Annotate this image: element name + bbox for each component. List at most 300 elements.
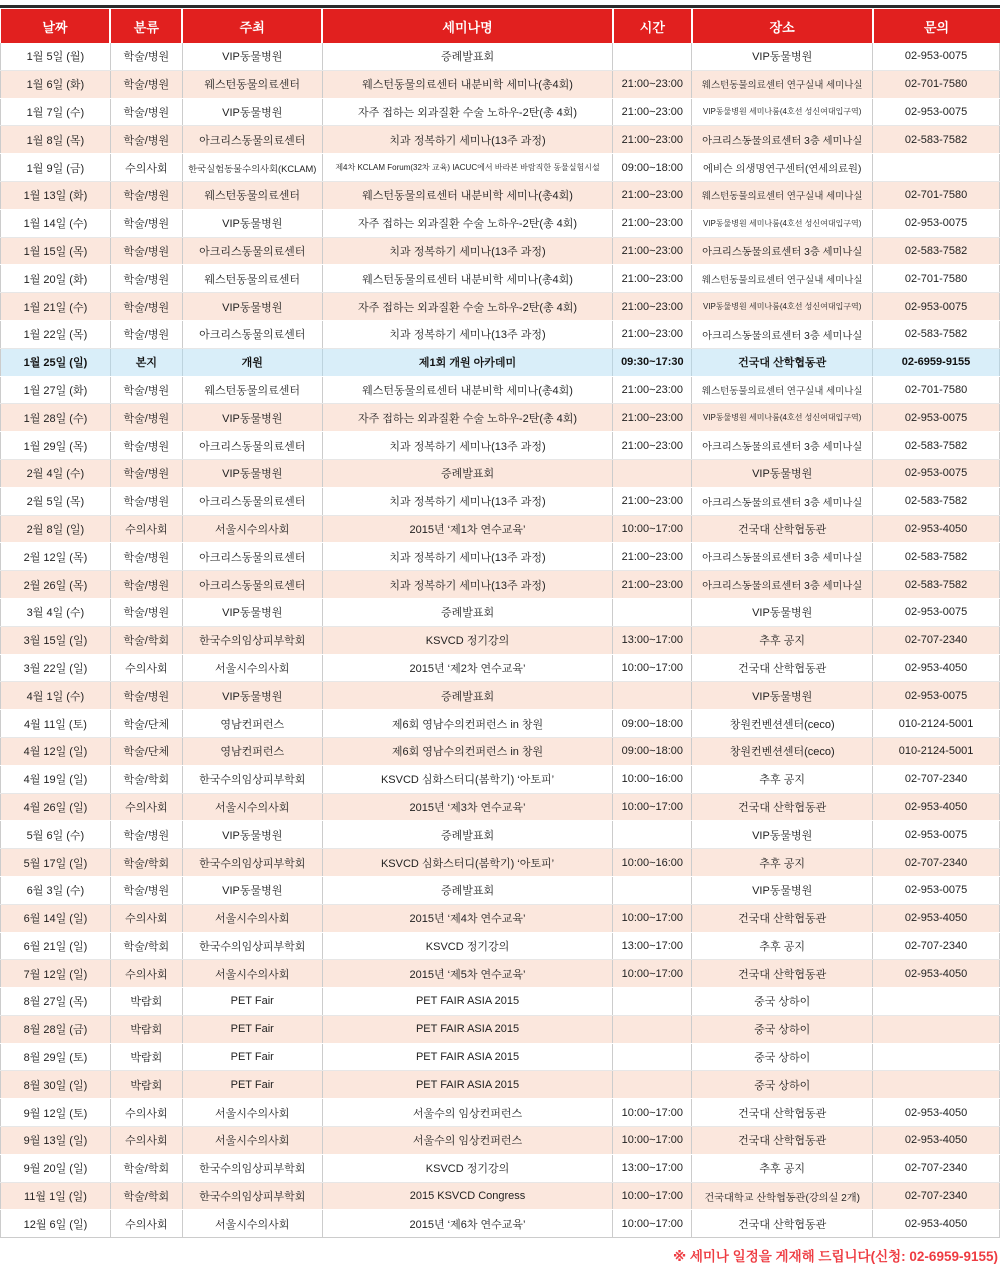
- cell-date: 12월 6일 (일): [1, 1210, 111, 1238]
- col-header-place: 장소: [692, 9, 873, 43]
- cell-host: 영남컨퍼런스: [182, 710, 322, 738]
- cell-place: 추후 공지: [692, 849, 873, 877]
- cell-seminar: 웨스턴동물의료센터 내분비학 세미나(총4회): [322, 376, 613, 404]
- table-row: [1, 1071, 1000, 1099]
- cell-time: 21:00~23:00: [613, 571, 692, 599]
- table-row: [1, 487, 1000, 515]
- cell-host: PET Fair: [182, 1015, 322, 1043]
- cell-seminar: 치과 정복하기 세미나(13주 과정): [322, 237, 613, 265]
- cell-category: 학술/병원: [110, 265, 182, 293]
- table-row: [1, 988, 1000, 1016]
- cell-category: 수의사회: [110, 1127, 182, 1155]
- cell-seminar: PET FAIR ASIA 2015: [322, 1015, 613, 1043]
- cell-category: 학술/학회: [110, 932, 182, 960]
- cell-place: 건국대 산학협동관: [692, 960, 873, 988]
- cell-host: 아크리스동물의료센터: [182, 320, 322, 348]
- cell-host: VIP동물병원: [182, 821, 322, 849]
- cell-place: 추후 공지: [692, 1154, 873, 1182]
- cell-time: 21:00~23:00: [613, 237, 692, 265]
- cell-seminar: 제4차 KCLAM Forum(32차 교육) IACUC에서 바라본 바람직한 동물실험시설: [322, 154, 613, 182]
- cell-place: 아크리스동물의료센터 3층 세미나실: [692, 237, 873, 265]
- table-row: [1, 710, 1000, 738]
- cell-place: 중국 상하이: [692, 988, 873, 1016]
- cell-category: 학술/병원: [110, 487, 182, 515]
- cell-seminar: KSVCD 정기강의: [322, 1154, 613, 1182]
- cell-contact: [873, 1015, 1000, 1043]
- cell-place: 추후 공지: [692, 765, 873, 793]
- cell-host: 웨스턴동물의료센터: [182, 181, 322, 209]
- cell-time: 10:00~17:00: [613, 1182, 692, 1210]
- cell-time: 21:00~23:00: [613, 432, 692, 460]
- cell-seminar: 자주 접하는 외과질환 수술 노하우-2탄(총 4회): [322, 209, 613, 237]
- table-row: [1, 626, 1000, 654]
- cell-host: VIP동물병원: [182, 876, 322, 904]
- cell-contact: 02-6959-9155: [873, 348, 1000, 376]
- cell-date: 7월 12일 (일): [1, 960, 111, 988]
- cell-host: 한국수의임상피부학회: [182, 932, 322, 960]
- cell-host: VIP동물병원: [182, 682, 322, 710]
- cell-date: 9월 12일 (토): [1, 1099, 111, 1127]
- cell-date: 1월 29일 (목): [1, 432, 111, 460]
- cell-category: 수의사회: [110, 1099, 182, 1127]
- cell-seminar: 2015년 ‘제4차 연수교육’: [322, 904, 613, 932]
- cell-host: 아크리스동물의료센터: [182, 487, 322, 515]
- cell-date: 1월 21일 (수): [1, 293, 111, 321]
- col-header-seminar: 세미나명: [322, 9, 613, 43]
- cell-place: VIP동물병원: [692, 459, 873, 487]
- cell-seminar: 웨스턴동물의료센터 내분비학 세미나(총4회): [322, 70, 613, 98]
- cell-place: VIP동물병원: [692, 598, 873, 626]
- footer-note: ※ 세미나 일정을 게재해 드립니다(신청: 02-6959-9155): [672, 1249, 998, 1265]
- table-row: [1, 459, 1000, 487]
- cell-date: 6월 3일 (수): [1, 876, 111, 904]
- cell-date: 1월 28일 (수): [1, 404, 111, 432]
- cell-time: 10:00~17:00: [613, 1210, 692, 1238]
- cell-seminar: 2015 KSVCD Congress: [322, 1182, 613, 1210]
- table-row-highlighted: [1, 348, 1000, 376]
- cell-category: 수의사회: [110, 960, 182, 988]
- cell-category: 수의사회: [110, 1210, 182, 1238]
- cell-place: VIP동물병원: [692, 43, 873, 70]
- cell-date: 5월 17일 (일): [1, 849, 111, 877]
- cell-host: VIP동물병원: [182, 459, 322, 487]
- cell-time: 10:00~17:00: [613, 793, 692, 821]
- cell-contact: 02-701-7580: [873, 70, 1000, 98]
- cell-date: 4월 26일 (일): [1, 793, 111, 821]
- col-header-category: 분류: [110, 9, 182, 43]
- table-row: [1, 154, 1000, 182]
- table-row: [1, 432, 1000, 460]
- top-divider-rule: [0, 5, 1000, 8]
- cell-place: 중국 상하이: [692, 1015, 873, 1043]
- cell-contact: [873, 988, 1000, 1016]
- cell-contact: 02-953-4050: [873, 1099, 1000, 1127]
- cell-seminar: PET FAIR ASIA 2015: [322, 988, 613, 1016]
- cell-seminar: 자주 접하는 외과질환 수술 노하우-2탄(총 4회): [322, 98, 613, 126]
- cell-seminar: 증례발표회: [322, 598, 613, 626]
- cell-host: 서울시수의사회: [182, 515, 322, 543]
- cell-category: 학술/병원: [110, 70, 182, 98]
- cell-place: 아크리스동물의료센터 3층 세미나실: [692, 320, 873, 348]
- cell-contact: 02-953-0075: [873, 43, 1000, 70]
- cell-contact: 02-953-0075: [873, 876, 1000, 904]
- cell-host: 서울시수의사회: [182, 1210, 322, 1238]
- cell-contact: 02-953-0075: [873, 209, 1000, 237]
- table-row: [1, 1099, 1000, 1127]
- cell-seminar: 2015년 ‘제1차 연수교육’: [322, 515, 613, 543]
- cell-seminar: 치과 정복하기 세미나(13주 과정): [322, 487, 613, 515]
- cell-seminar: 치과 정복하기 세미나(13주 과정): [322, 126, 613, 154]
- cell-contact: 02-707-2340: [873, 932, 1000, 960]
- cell-host: PET Fair: [182, 1071, 322, 1099]
- table-row: [1, 1210, 1000, 1238]
- cell-seminar: 웨스턴동물의료센터 내분비학 세미나(총4회): [322, 265, 613, 293]
- cell-time: 21:00~23:00: [613, 70, 692, 98]
- table-row: [1, 404, 1000, 432]
- table-row: [1, 1154, 1000, 1182]
- cell-time: 21:00~23:00: [613, 320, 692, 348]
- cell-date: 1월 15일 (목): [1, 237, 111, 265]
- cell-place: 건국대 산학협동관: [692, 1127, 873, 1155]
- cell-place: 중국 상하이: [692, 1071, 873, 1099]
- table-row: [1, 1182, 1000, 1210]
- cell-category: 학술/병원: [110, 320, 182, 348]
- cell-seminar: 서울수의 임상컨퍼런스: [322, 1127, 613, 1155]
- cell-host: 한국수의임상피부학회: [182, 626, 322, 654]
- cell-host: 영남컨퍼런스: [182, 737, 322, 765]
- cell-time: 21:00~23:00: [613, 404, 692, 432]
- cell-place: 추후 공지: [692, 626, 873, 654]
- cell-contact: 010-2124-5001: [873, 710, 1000, 738]
- cell-date: 8월 29일 (토): [1, 1043, 111, 1071]
- table-row: [1, 1127, 1000, 1155]
- cell-time: 21:00~23:00: [613, 181, 692, 209]
- cell-time: [613, 1071, 692, 1099]
- col-header-time: 시간: [613, 9, 692, 43]
- schedule-table-body: [1, 43, 1000, 1238]
- cell-contact: [873, 1043, 1000, 1071]
- cell-contact: 02-583-7582: [873, 320, 1000, 348]
- cell-contact: 02-583-7582: [873, 543, 1000, 571]
- cell-category: 박람회: [110, 1015, 182, 1043]
- table-row: [1, 571, 1000, 599]
- cell-category: 학술/병원: [110, 404, 182, 432]
- cell-place: 건국대 산학협동관: [692, 793, 873, 821]
- table-row: [1, 876, 1000, 904]
- cell-seminar: 증례발표회: [322, 43, 613, 70]
- cell-host: 한국수의임상피부학회: [182, 1154, 322, 1182]
- cell-category: 학술/병원: [110, 293, 182, 321]
- cell-time: 09:30~17:30: [613, 348, 692, 376]
- table-row: [1, 209, 1000, 237]
- cell-contact: 010-2124-5001: [873, 737, 1000, 765]
- cell-category: 학술/병원: [110, 126, 182, 154]
- cell-date: 1월 27일 (화): [1, 376, 111, 404]
- cell-category: 수의사회: [110, 904, 182, 932]
- table-row: [1, 543, 1000, 571]
- cell-seminar: 2015년 ‘제6차 연수교육’: [322, 1210, 613, 1238]
- cell-category: 수의사회: [110, 515, 182, 543]
- table-row: [1, 70, 1000, 98]
- cell-category: 학술/학회: [110, 626, 182, 654]
- cell-category: 학술/단체: [110, 737, 182, 765]
- cell-time: 13:00~17:00: [613, 1154, 692, 1182]
- table-row: [1, 1015, 1000, 1043]
- cell-seminar: KSVCD 정기강의: [322, 932, 613, 960]
- cell-seminar: PET FAIR ASIA 2015: [322, 1043, 613, 1071]
- cell-seminar: PET FAIR ASIA 2015: [322, 1071, 613, 1099]
- cell-host: 서울시수의사회: [182, 654, 322, 682]
- cell-contact: 02-953-0075: [873, 459, 1000, 487]
- cell-date: 4월 19일 (일): [1, 765, 111, 793]
- cell-date: 8월 30일 (일): [1, 1071, 111, 1099]
- cell-date: 1월 9일 (금): [1, 154, 111, 182]
- cell-category: 학술/학회: [110, 1154, 182, 1182]
- cell-contact: 02-583-7582: [873, 126, 1000, 154]
- cell-time: 10:00~17:00: [613, 1127, 692, 1155]
- header-row: [1, 9, 1000, 43]
- cell-time: 21:00~23:00: [613, 376, 692, 404]
- cell-host: 서울시수의사회: [182, 1099, 322, 1127]
- cell-seminar: KSVCD 심화스터디(봄학기) ‘아토피’: [322, 849, 613, 877]
- table-row: [1, 904, 1000, 932]
- cell-host: VIP동물병원: [182, 598, 322, 626]
- cell-host: VIP동물병원: [182, 404, 322, 432]
- cell-time: [613, 876, 692, 904]
- table-row: [1, 181, 1000, 209]
- cell-place: 건국대 산학협동관: [692, 515, 873, 543]
- cell-seminar: 자주 접하는 외과질환 수술 노하우-2탄(총 4회): [322, 293, 613, 321]
- cell-seminar: 치과 정복하기 세미나(13주 과정): [322, 432, 613, 460]
- cell-time: [613, 459, 692, 487]
- cell-date: 2월 5일 (목): [1, 487, 111, 515]
- cell-category: 학술/병원: [110, 876, 182, 904]
- cell-seminar: 웨스턴동물의료센터 내분비학 세미나(총4회): [322, 181, 613, 209]
- cell-time: 13:00~17:00: [613, 626, 692, 654]
- cell-time: [613, 1043, 692, 1071]
- seminar-schedule-table: [0, 9, 1000, 1238]
- cell-time: [613, 821, 692, 849]
- cell-place: 에비슨 의생명연구센터(연세의료원): [692, 154, 873, 182]
- cell-date: 4월 1일 (수): [1, 682, 111, 710]
- cell-category: 박람회: [110, 1043, 182, 1071]
- cell-category: 학술/병원: [110, 459, 182, 487]
- cell-time: 10:00~17:00: [613, 1099, 692, 1127]
- table-row: [1, 376, 1000, 404]
- cell-seminar: 증례발표회: [322, 876, 613, 904]
- cell-contact: 02-583-7582: [873, 432, 1000, 460]
- cell-date: 8월 28일 (금): [1, 1015, 111, 1043]
- cell-place: 중국 상하이: [692, 1043, 873, 1071]
- cell-category: 학술/병원: [110, 432, 182, 460]
- cell-host: 아크리스동물의료센터: [182, 432, 322, 460]
- cell-contact: 02-953-0075: [873, 404, 1000, 432]
- cell-place: VIP동물병원 세미나룸(4호선 성신여대입구역): [692, 293, 873, 321]
- table-row: [1, 849, 1000, 877]
- cell-contact: [873, 154, 1000, 182]
- table-row: [1, 43, 1000, 70]
- cell-time: 21:00~23:00: [613, 487, 692, 515]
- cell-category: 학술/병원: [110, 237, 182, 265]
- cell-contact: 02-701-7580: [873, 181, 1000, 209]
- cell-category: 학술/병원: [110, 598, 182, 626]
- cell-seminar: 증례발표회: [322, 682, 613, 710]
- cell-place: 추후 공지: [692, 932, 873, 960]
- cell-host: 서울시수의사회: [182, 1127, 322, 1155]
- cell-host: 한국수의임상피부학회: [182, 1182, 322, 1210]
- cell-seminar: 증례발표회: [322, 459, 613, 487]
- cell-place: 웨스턴동물의료센터 연구실내 세미나실: [692, 376, 873, 404]
- cell-date: 9월 20일 (일): [1, 1154, 111, 1182]
- cell-place: 창원컨벤션센터(ceco): [692, 710, 873, 738]
- cell-category: 학술/학회: [110, 765, 182, 793]
- cell-host: 아크리스동물의료센터: [182, 126, 322, 154]
- cell-host: VIP동물병원: [182, 209, 322, 237]
- cell-category: 수의사회: [110, 793, 182, 821]
- cell-contact: 02-707-2340: [873, 1182, 1000, 1210]
- cell-contact: 02-707-2340: [873, 626, 1000, 654]
- cell-host: 웨스턴동물의료센터: [182, 265, 322, 293]
- cell-seminar: KSVCD 심화스터디(봄학기) ‘아토피’: [322, 765, 613, 793]
- cell-place: 아크리스동물의료센터 3층 세미나실: [692, 543, 873, 571]
- cell-host: 한국실험동물수의사회(KCLAM): [182, 154, 322, 182]
- table-row: [1, 765, 1000, 793]
- cell-category: 학술/병원: [110, 682, 182, 710]
- cell-place: VIP동물병원: [692, 821, 873, 849]
- cell-category: 학술/병원: [110, 571, 182, 599]
- table-row: [1, 98, 1000, 126]
- cell-contact: 02-707-2340: [873, 849, 1000, 877]
- cell-contact: 02-953-4050: [873, 904, 1000, 932]
- cell-host: 웨스턴동물의료센터: [182, 376, 322, 404]
- cell-seminar: 제6회 영남수의컨퍼런스 in 창원: [322, 737, 613, 765]
- cell-contact: 02-701-7580: [873, 376, 1000, 404]
- cell-category: 수의사회: [110, 654, 182, 682]
- cell-place: 건국대 산학협동관: [692, 1210, 873, 1238]
- cell-date: 1월 7일 (수): [1, 98, 111, 126]
- cell-category: 학술/병원: [110, 543, 182, 571]
- cell-place: VIP동물병원 세미나룸(4호선 성신여대입구역): [692, 98, 873, 126]
- cell-date: 1월 5일 (월): [1, 43, 111, 70]
- cell-time: 10:00~16:00: [613, 765, 692, 793]
- cell-date: 2월 26일 (목): [1, 571, 111, 599]
- cell-date: 1월 22일 (목): [1, 320, 111, 348]
- cell-time: 21:00~23:00: [613, 293, 692, 321]
- cell-place: VIP동물병원: [692, 682, 873, 710]
- cell-place: 건국대학교 산학협동관(강의실 2개): [692, 1182, 873, 1210]
- cell-category: 학술/병원: [110, 376, 182, 404]
- cell-contact: 02-953-4050: [873, 515, 1000, 543]
- cell-date: 1월 20일 (화): [1, 265, 111, 293]
- cell-host: 아크리스동물의료센터: [182, 237, 322, 265]
- table-row: [1, 932, 1000, 960]
- cell-seminar: 제6회 영남수의컨퍼런스 in 창원: [322, 710, 613, 738]
- cell-date: 3월 15일 (일): [1, 626, 111, 654]
- cell-place: 건국대 산학협동관: [692, 904, 873, 932]
- cell-date: 8월 27일 (목): [1, 988, 111, 1016]
- cell-seminar: 증례발표회: [322, 821, 613, 849]
- cell-category: 수의사회: [110, 154, 182, 182]
- cell-seminar: 2015년 ‘제3차 연수교육’: [322, 793, 613, 821]
- cell-place: 아크리스동물의료센터 3층 세미나실: [692, 571, 873, 599]
- cell-contact: 02-583-7582: [873, 487, 1000, 515]
- cell-category: 학술/병원: [110, 209, 182, 237]
- cell-seminar: 서울수의 임상컨퍼런스: [322, 1099, 613, 1127]
- cell-contact: 02-953-0075: [873, 682, 1000, 710]
- cell-place: 아크리스동물의료센터 3층 세미나실: [692, 432, 873, 460]
- cell-time: [613, 988, 692, 1016]
- table-row: [1, 793, 1000, 821]
- cell-date: 4월 12일 (일): [1, 737, 111, 765]
- table-row: [1, 237, 1000, 265]
- cell-place: 건국대 산학협동관: [692, 1099, 873, 1127]
- table-row: [1, 126, 1000, 154]
- cell-time: 21:00~23:00: [613, 209, 692, 237]
- cell-contact: 02-707-2340: [873, 1154, 1000, 1182]
- cell-contact: 02-583-7582: [873, 571, 1000, 599]
- table-row: [1, 320, 1000, 348]
- cell-seminar: 치과 정복하기 세미나(13주 과정): [322, 320, 613, 348]
- cell-host: VIP동물병원: [182, 293, 322, 321]
- cell-time: 09:00~18:00: [613, 710, 692, 738]
- table-row: [1, 515, 1000, 543]
- cell-time: 21:00~23:00: [613, 265, 692, 293]
- cell-date: 5월 6일 (수): [1, 821, 111, 849]
- cell-host: 서울시수의사회: [182, 793, 322, 821]
- cell-time: 09:00~18:00: [613, 154, 692, 182]
- cell-host: 개원: [182, 348, 322, 376]
- cell-category: 학술/병원: [110, 43, 182, 70]
- cell-date: 3월 4일 (수): [1, 598, 111, 626]
- cell-time: 21:00~23:00: [613, 126, 692, 154]
- cell-place: 건국대 산학협동관: [692, 654, 873, 682]
- cell-host: 아크리스동물의료센터: [182, 543, 322, 571]
- cell-time: 09:00~18:00: [613, 737, 692, 765]
- cell-contact: 02-583-7582: [873, 237, 1000, 265]
- cell-time: 10:00~16:00: [613, 849, 692, 877]
- table-row: [1, 821, 1000, 849]
- cell-seminar: 치과 정복하기 세미나(13주 과정): [322, 543, 613, 571]
- cell-place: VIP동물병원: [692, 876, 873, 904]
- cell-time: 21:00~23:00: [613, 98, 692, 126]
- cell-category: 학술/병원: [110, 821, 182, 849]
- cell-date: 9월 13일 (일): [1, 1127, 111, 1155]
- cell-contact: 02-953-4050: [873, 793, 1000, 821]
- cell-host: PET Fair: [182, 988, 322, 1016]
- cell-place: 아크리스동물의료센터 3층 세미나실: [692, 126, 873, 154]
- cell-seminar: 자주 접하는 외과질환 수술 노하우-2탄(총 4회): [322, 404, 613, 432]
- cell-time: [613, 598, 692, 626]
- cell-host: 아크리스동물의료센터: [182, 571, 322, 599]
- table-row: [1, 682, 1000, 710]
- cell-time: 10:00~17:00: [613, 515, 692, 543]
- cell-category: 학술/학회: [110, 849, 182, 877]
- cell-place: 아크리스동물의료센터 3층 세미나실: [692, 487, 873, 515]
- cell-host: 웨스턴동물의료센터: [182, 70, 322, 98]
- cell-date: 3월 22일 (일): [1, 654, 111, 682]
- cell-place: 건국대 산학협동관: [692, 348, 873, 376]
- cell-date: 1월 6일 (화): [1, 70, 111, 98]
- cell-contact: 02-953-4050: [873, 1210, 1000, 1238]
- cell-contact: 02-953-4050: [873, 1127, 1000, 1155]
- table-row: [1, 654, 1000, 682]
- table-row: [1, 265, 1000, 293]
- cell-host: 서울시수의사회: [182, 904, 322, 932]
- cell-category: 학술/병원: [110, 181, 182, 209]
- cell-seminar: 제1회 개원 아카데미: [322, 348, 613, 376]
- table-row: [1, 960, 1000, 988]
- cell-date: 2월 4일 (수): [1, 459, 111, 487]
